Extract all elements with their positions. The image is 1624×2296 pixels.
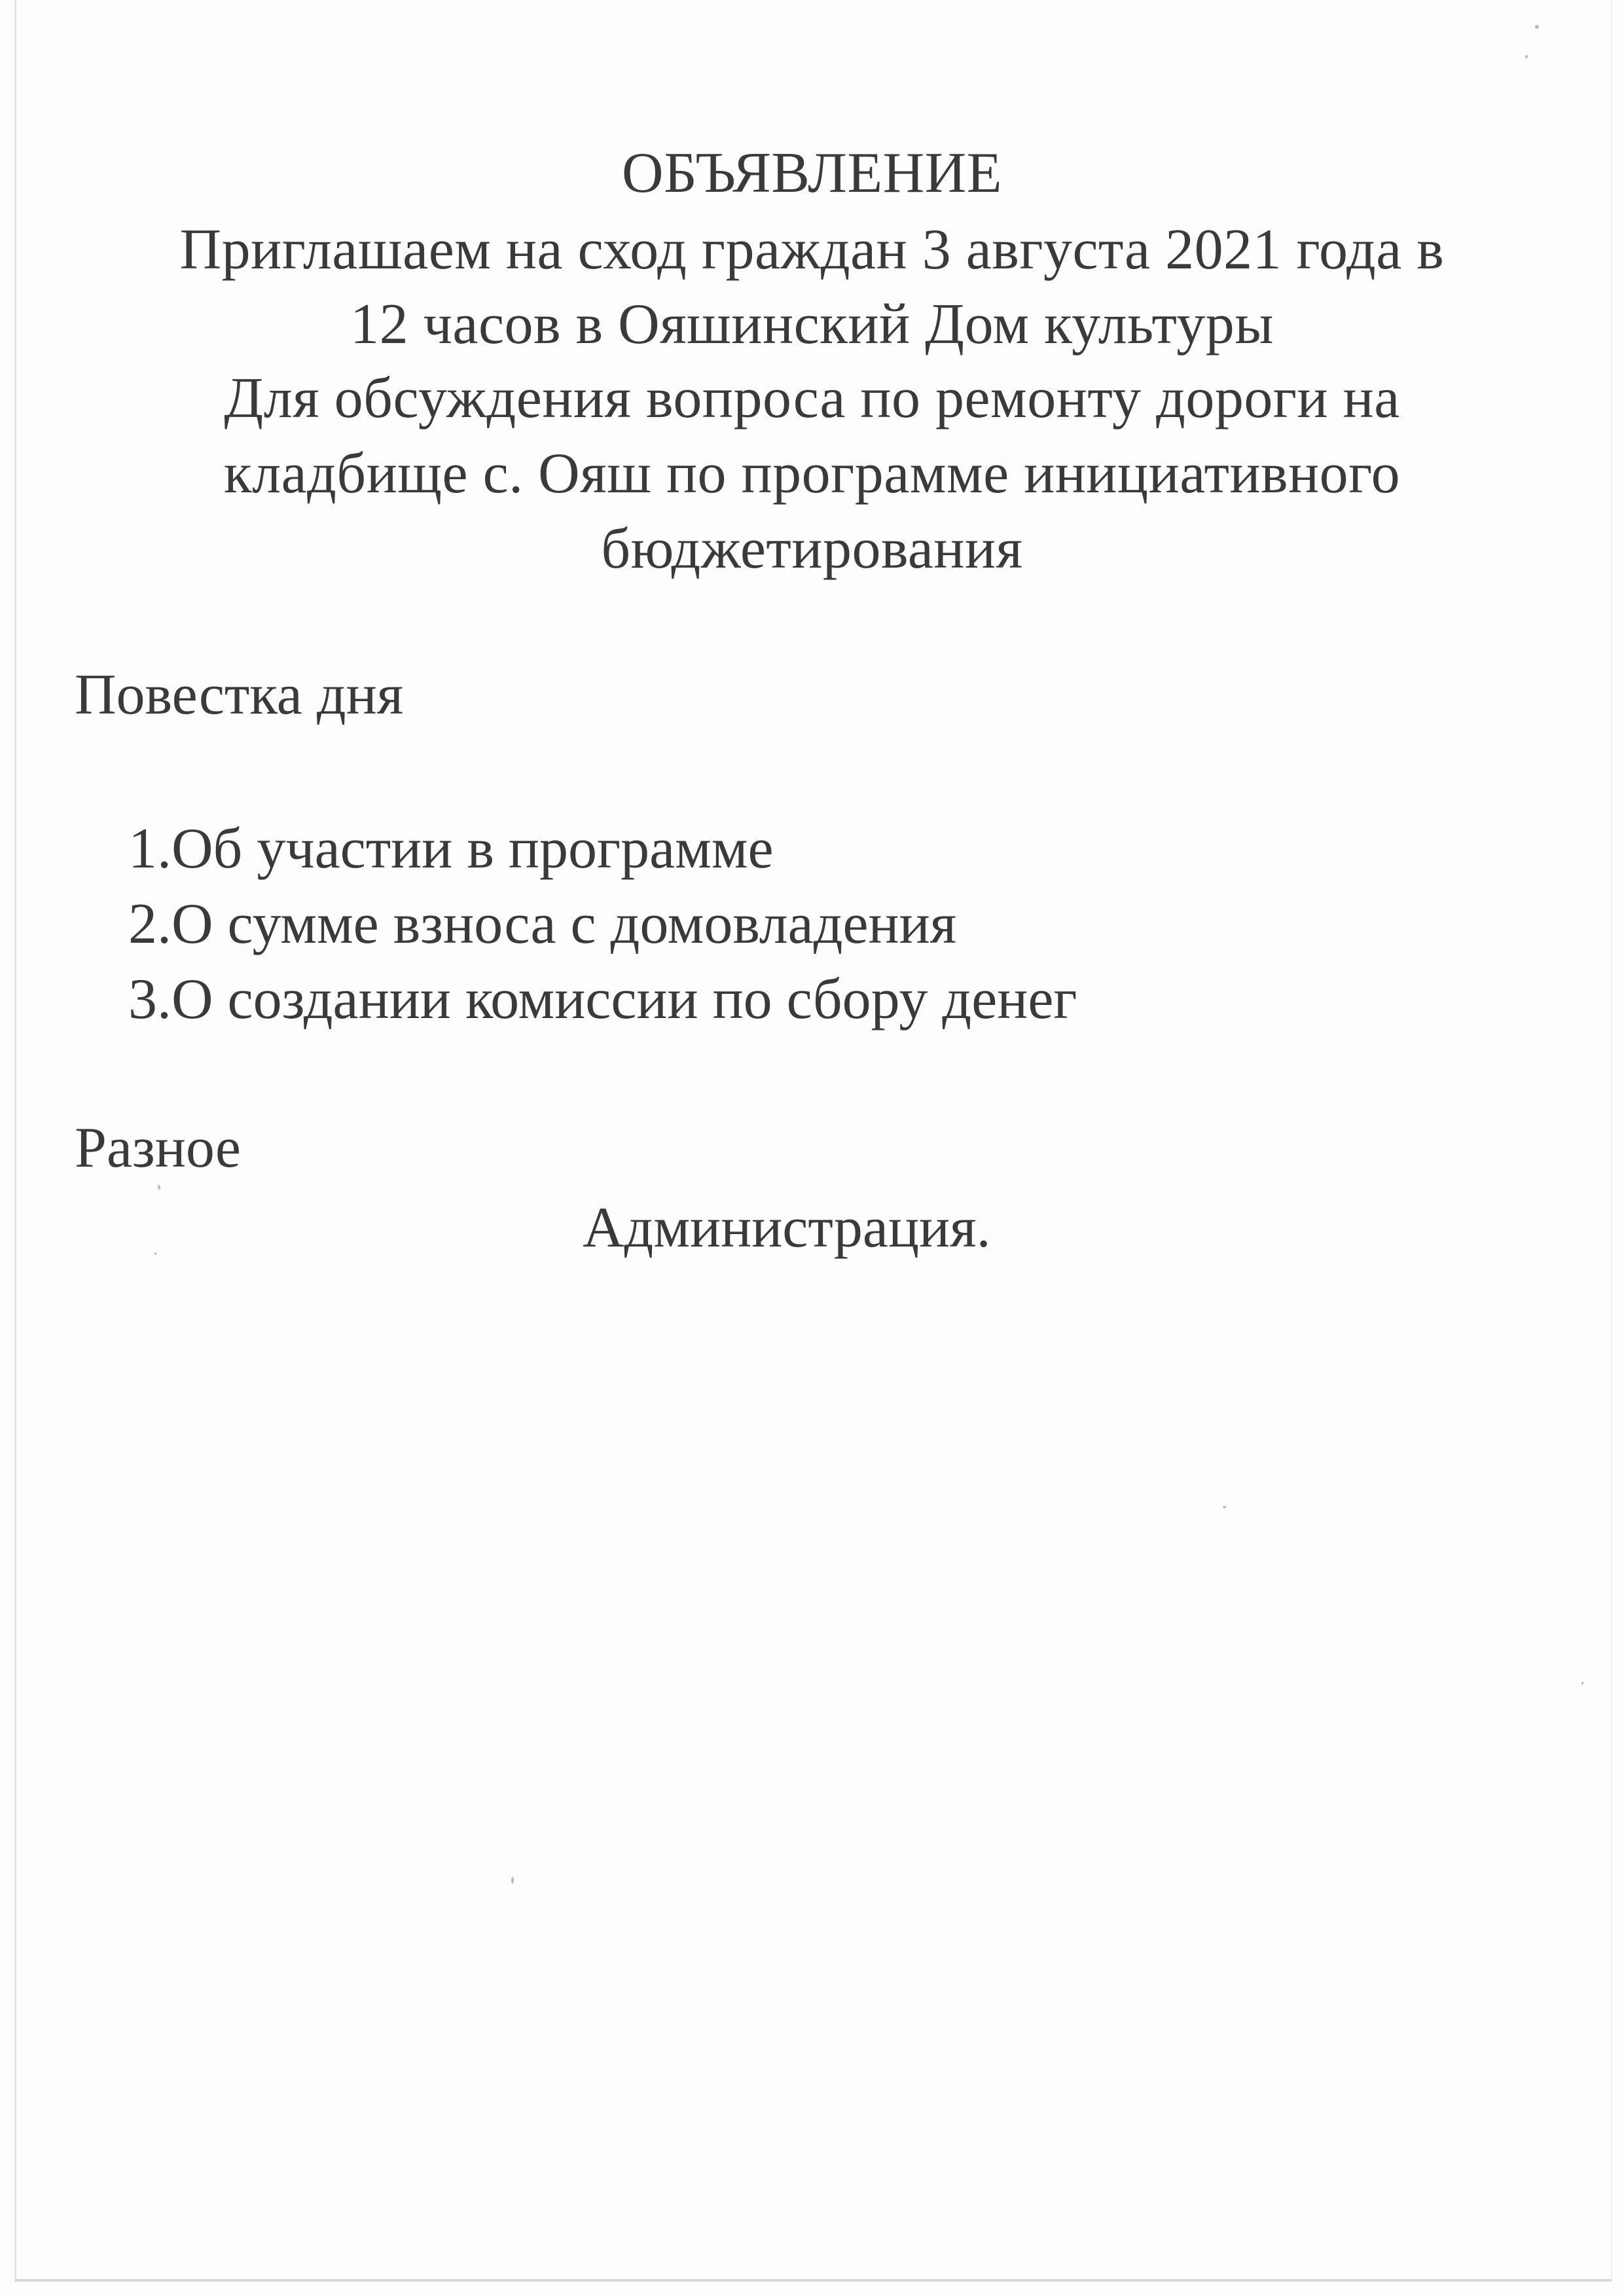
scan-speck xyxy=(1223,1506,1226,1508)
misc-label: Разное xyxy=(75,1116,241,1180)
announcement-line: бюджетирования xyxy=(601,517,1023,581)
announcement-line: 12 часов в Ояшинский Дом культуры xyxy=(350,293,1274,356)
announcement-line: кладбище с. Ояш по программе инициативного xyxy=(223,442,1401,505)
agenda-label: Повестка дня xyxy=(75,663,404,727)
scan-speck xyxy=(158,1185,160,1190)
announcement-line: Для обсуждения вопроса по ремонту дороги на xyxy=(224,367,1400,430)
scan-speck xyxy=(1581,1682,1583,1685)
agenda-item: 1.Об участии в программе xyxy=(128,817,774,881)
announcement-line: Приглашаем на сход граждан 3 августа 2021 года в xyxy=(179,218,1445,282)
agenda-item: 3.О создании комиссии по сбору денег xyxy=(128,968,1077,1031)
scan-speck xyxy=(1525,55,1528,58)
scan-speck xyxy=(1535,25,1539,29)
scan-speck xyxy=(154,1252,156,1255)
agenda-list xyxy=(128,812,1077,1036)
scan-speck xyxy=(511,1877,514,1884)
announcement-title: ОБЪЯВЛЕНИЕ xyxy=(622,141,1002,205)
signature: Администрация. xyxy=(583,1196,991,1260)
agenda-item: 2.О сумме взноса с домовладения xyxy=(128,892,957,956)
